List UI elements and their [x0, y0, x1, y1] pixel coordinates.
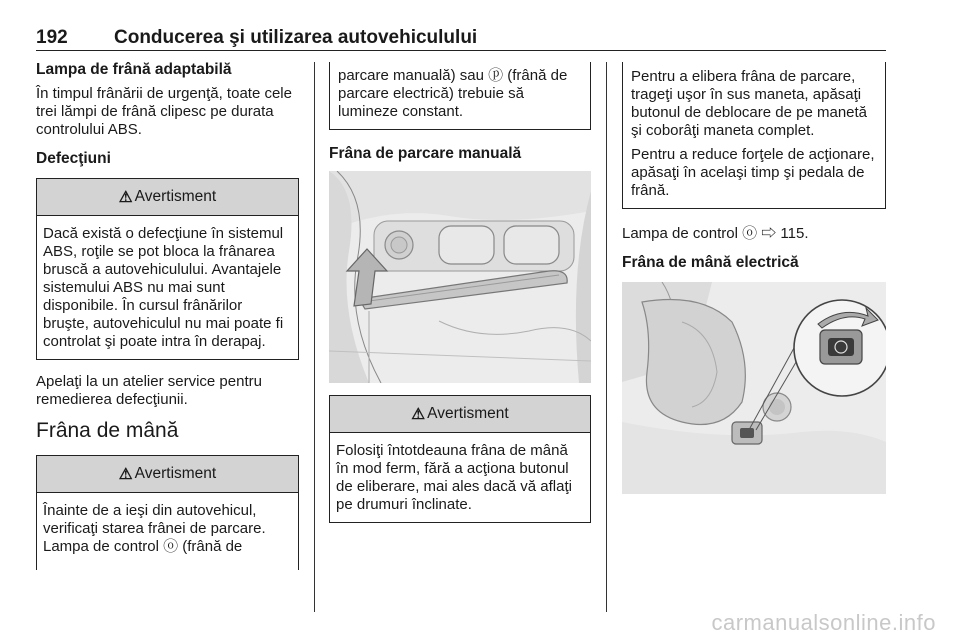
page-number: 192 [36, 27, 68, 48]
column-1 [36, 60, 299, 570]
page-header [36, 27, 886, 51]
warning-triangle-icon: ⚠ [118, 188, 133, 206]
chapter-title: Conducerea şi utilizarea autovehiculului [114, 27, 478, 48]
electric-parking-brake-drawing [622, 282, 886, 494]
warning-continuation: parcare manuală) sau ⓟ (frână de parcare electrică) trebuie să lumineze constant. [329, 62, 591, 130]
warning-triangle-icon: ⚠ [411, 405, 426, 423]
warning-label: Avertisment [134, 465, 217, 482]
warning-text: Dacă există o defecţiune în sistemul ABS, roţile se pot bloca la frânarea bruscă a autovehiculului. Avantajele sistemului ABS nu mai sunt disponibile. În cursul frânărilor bruşte, autovehiculul nu mai poate fi controlat şi poate intra în derapaj. [43, 225, 284, 350]
warning-header [37, 179, 298, 216]
manual-handbrake-drawing [329, 171, 591, 383]
warning-box [36, 178, 299, 360]
watermark: carmanualsonline.info [711, 610, 936, 635]
warning-box [329, 395, 591, 523]
section-title: Lampa de frână adaptabilă [36, 61, 232, 78]
warning-triangle-icon: ⚠ [118, 465, 133, 483]
section-title: Defecţiuni [36, 150, 111, 167]
warning-box [36, 455, 299, 570]
manual-handbrake-illustration [329, 171, 591, 383]
warning-text: Înainte de a ieşi din autovehicul, verificaţi starea frânei de parcare. Lampa de control ⓞ (frână de [43, 502, 266, 555]
section-heading: Frâna de mână [36, 419, 179, 442]
warning-header [37, 456, 298, 493]
section-title: Frâna de parcare manuală [329, 145, 522, 162]
warning-label: Avertisment [134, 188, 217, 205]
column-2 [329, 62, 591, 523]
paragraph: Pentru a elibera frâna de parcare, trageţi uşor în sus maneta, apăsaţi butonul de deblocare de pe manetă şi coborâţi maneta complet. [631, 68, 868, 139]
column-divider [606, 62, 607, 612]
paragraph: Apelaţi la un atelier service pentru remedierea defecţiunii. [36, 373, 262, 408]
column-divider [314, 62, 315, 612]
warning-continuation [622, 62, 886, 209]
section-title: Frâna de mână electrică [622, 254, 799, 271]
warning-header [330, 396, 590, 433]
warning-label: Avertisment [427, 405, 509, 422]
paragraph: Pentru a reduce forţele de acţionare, apăsaţi în acelaşi timp şi pedala de frână. [631, 146, 875, 199]
paragraph: În timpul frânării de urgenţă, toate cele trei lămpi de frână clipesc pe durata controlului ABS. [36, 85, 292, 138]
column-3 [622, 62, 886, 494]
warning-text: Folosiţi întotdeauna frâna de mână în mod ferm, fără a acţiona butonul de eliberare, mai ales dacă vă aflaţi pe drumuri înclinate. [336, 442, 572, 513]
electric-parking-brake-illustration [622, 282, 886, 494]
control-lamp-reference: Lampa de control ⓞ ⇨ 115. [622, 225, 809, 242]
